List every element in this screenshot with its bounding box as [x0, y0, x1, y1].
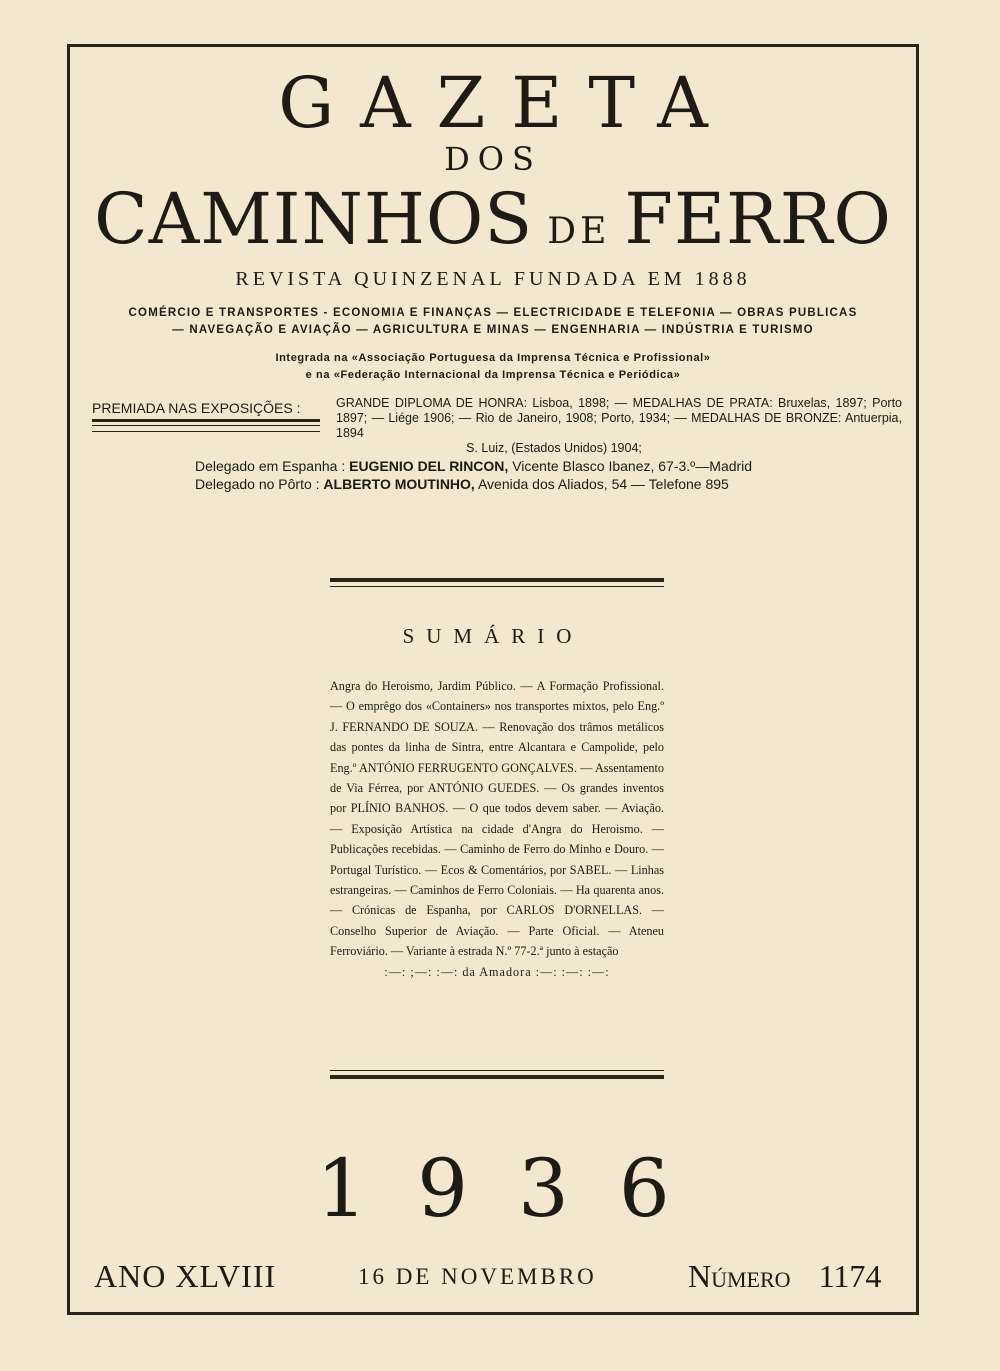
sumario-bottom-rule-thin: [330, 1070, 664, 1071]
masthead-subtitle: REVISTA QUINZENAL FUNDADA EM 1888: [235, 268, 751, 290]
delegate-porto: [195, 476, 729, 492]
masthead-title-dos: DOS: [444, 140, 542, 178]
association-line-1: Integrada na «Associação Portuguesa da Imprensa Técnica e Profissional»: [275, 352, 711, 364]
awards-rule-1: [92, 419, 320, 422]
issue-ano: ANO XLVIII: [94, 1258, 277, 1294]
association-line-2: e na «Federação Internacional da Imprensa Técnica e Periódica»: [305, 369, 681, 381]
awards-rule-3: [92, 431, 320, 432]
masthead-word-ferro: FERRO: [624, 178, 892, 260]
delegate-spain-label: Delegado em Espanha :: [195, 458, 346, 474]
awards-text: [336, 396, 902, 456]
awards-text-last: S. Luiz, (Estados Unidos) 1904;: [466, 441, 642, 455]
delegate-porto-label: Delegado no Pôrto :: [195, 476, 320, 492]
sumario-title: SUMÁRIO: [402, 624, 584, 648]
issue-numero-label: Número: [688, 1258, 791, 1294]
masthead-title-caminhos-de-ferro: [67, 178, 919, 260]
awards-rule-2: [92, 425, 320, 426]
masthead-title-gazeta: GAZETA: [278, 62, 734, 144]
sumario-text: Angra do Heroismo, Jardim Público. — A Formação Profissional. — O emprêgo dos «Containers» nos transportes mixtos, pelo Eng.º J. FERNANDO DE SOUZA. — Renovação dos trâmos metálicos das pontes da linha de Sintra, entre Alcantara e Campolide, pelo Eng.º ANTÓNIO FERRUGENTO GONÇALVES. — Assentamento de Via Férrea, por ANTÓNIO GUEDES. — Os grandes inventos por PLÍNIO BANHOS. — O que todos devem saber. — Aviação. — Exposição Artística na cidade d'Angra do Heroismo. — Publicações recebidas. — Caminho de Ferro do Minho e Douro. — Portugal Turístico. — Ecos & Comentários, por SABEL. — Linhas estrangeiras. — Caminhos de Ferro Coloniais. — Ha quarenta anos. — Crónicas de Espanha, por CARLOS D'ORNELLAS. — Conselho Superior de Aviação. — Parte Oficial. — Ateneu Ferroviário. — Variante à estrada N.º 77-2.ª junto à estação: [330, 679, 664, 959]
sumario-last-line: :—: ;—: :—: da Amadora :—: :—: :—:: [384, 964, 610, 979]
sumario-top-rule-thick: [330, 578, 664, 582]
sumario-top-rule-thin: [330, 586, 664, 587]
awards-label: PREMIADA NAS EXPOSIÇÕES :: [92, 400, 301, 416]
awards-text-main: GRANDE DIPLOMA DE HONRA: Lisboa, 1898; — MEDALHAS DE PRATA: Bruxelas, 1897; Porto 1897; — Liége 1906; — Rio de Janeiro, 1908; Porto, 1934; — MEDALHAS DE BRONZE: Antuerpia, 1894: [336, 396, 902, 440]
masthead-word-caminhos: CAMINHOS: [94, 178, 534, 260]
delegate-spain: [195, 458, 752, 474]
issue-year: 1936: [316, 1142, 720, 1235]
delegate-porto-name: ALBERTO MOUTINHO,: [323, 476, 475, 492]
delegate-spain-name: EUGENIO DEL RINCON,: [349, 458, 509, 474]
topics-line-2: — NAVEGAÇÃO E AVIAÇÃO — AGRICULTURA E MINAS — ENGENHARIA — INDÚSTRIA E TURISMO: [172, 324, 814, 336]
issue-numero-value: 1174: [818, 1258, 882, 1294]
topics-line-1: COMÉRCIO E TRANSPORTES - ECONOMIA E FINANÇAS — ELECTRICIDADE E TELEFONIA — OBRAS PUBLICAS: [128, 307, 858, 319]
delegate-porto-address: Avenida dos Aliados, 54 — Telefone 895: [477, 476, 729, 492]
issue-numero: [688, 1258, 881, 1295]
masthead-word-de: DE: [547, 211, 611, 252]
delegate-spain-address: Vicente Blasco Ibanez, 67-3.º—Madrid: [512, 458, 753, 474]
sumario-body: [330, 676, 664, 982]
sumario-bottom-rule-thick: [330, 1075, 664, 1079]
issue-date: 16 DE NOVEMBRO: [358, 1264, 597, 1289]
